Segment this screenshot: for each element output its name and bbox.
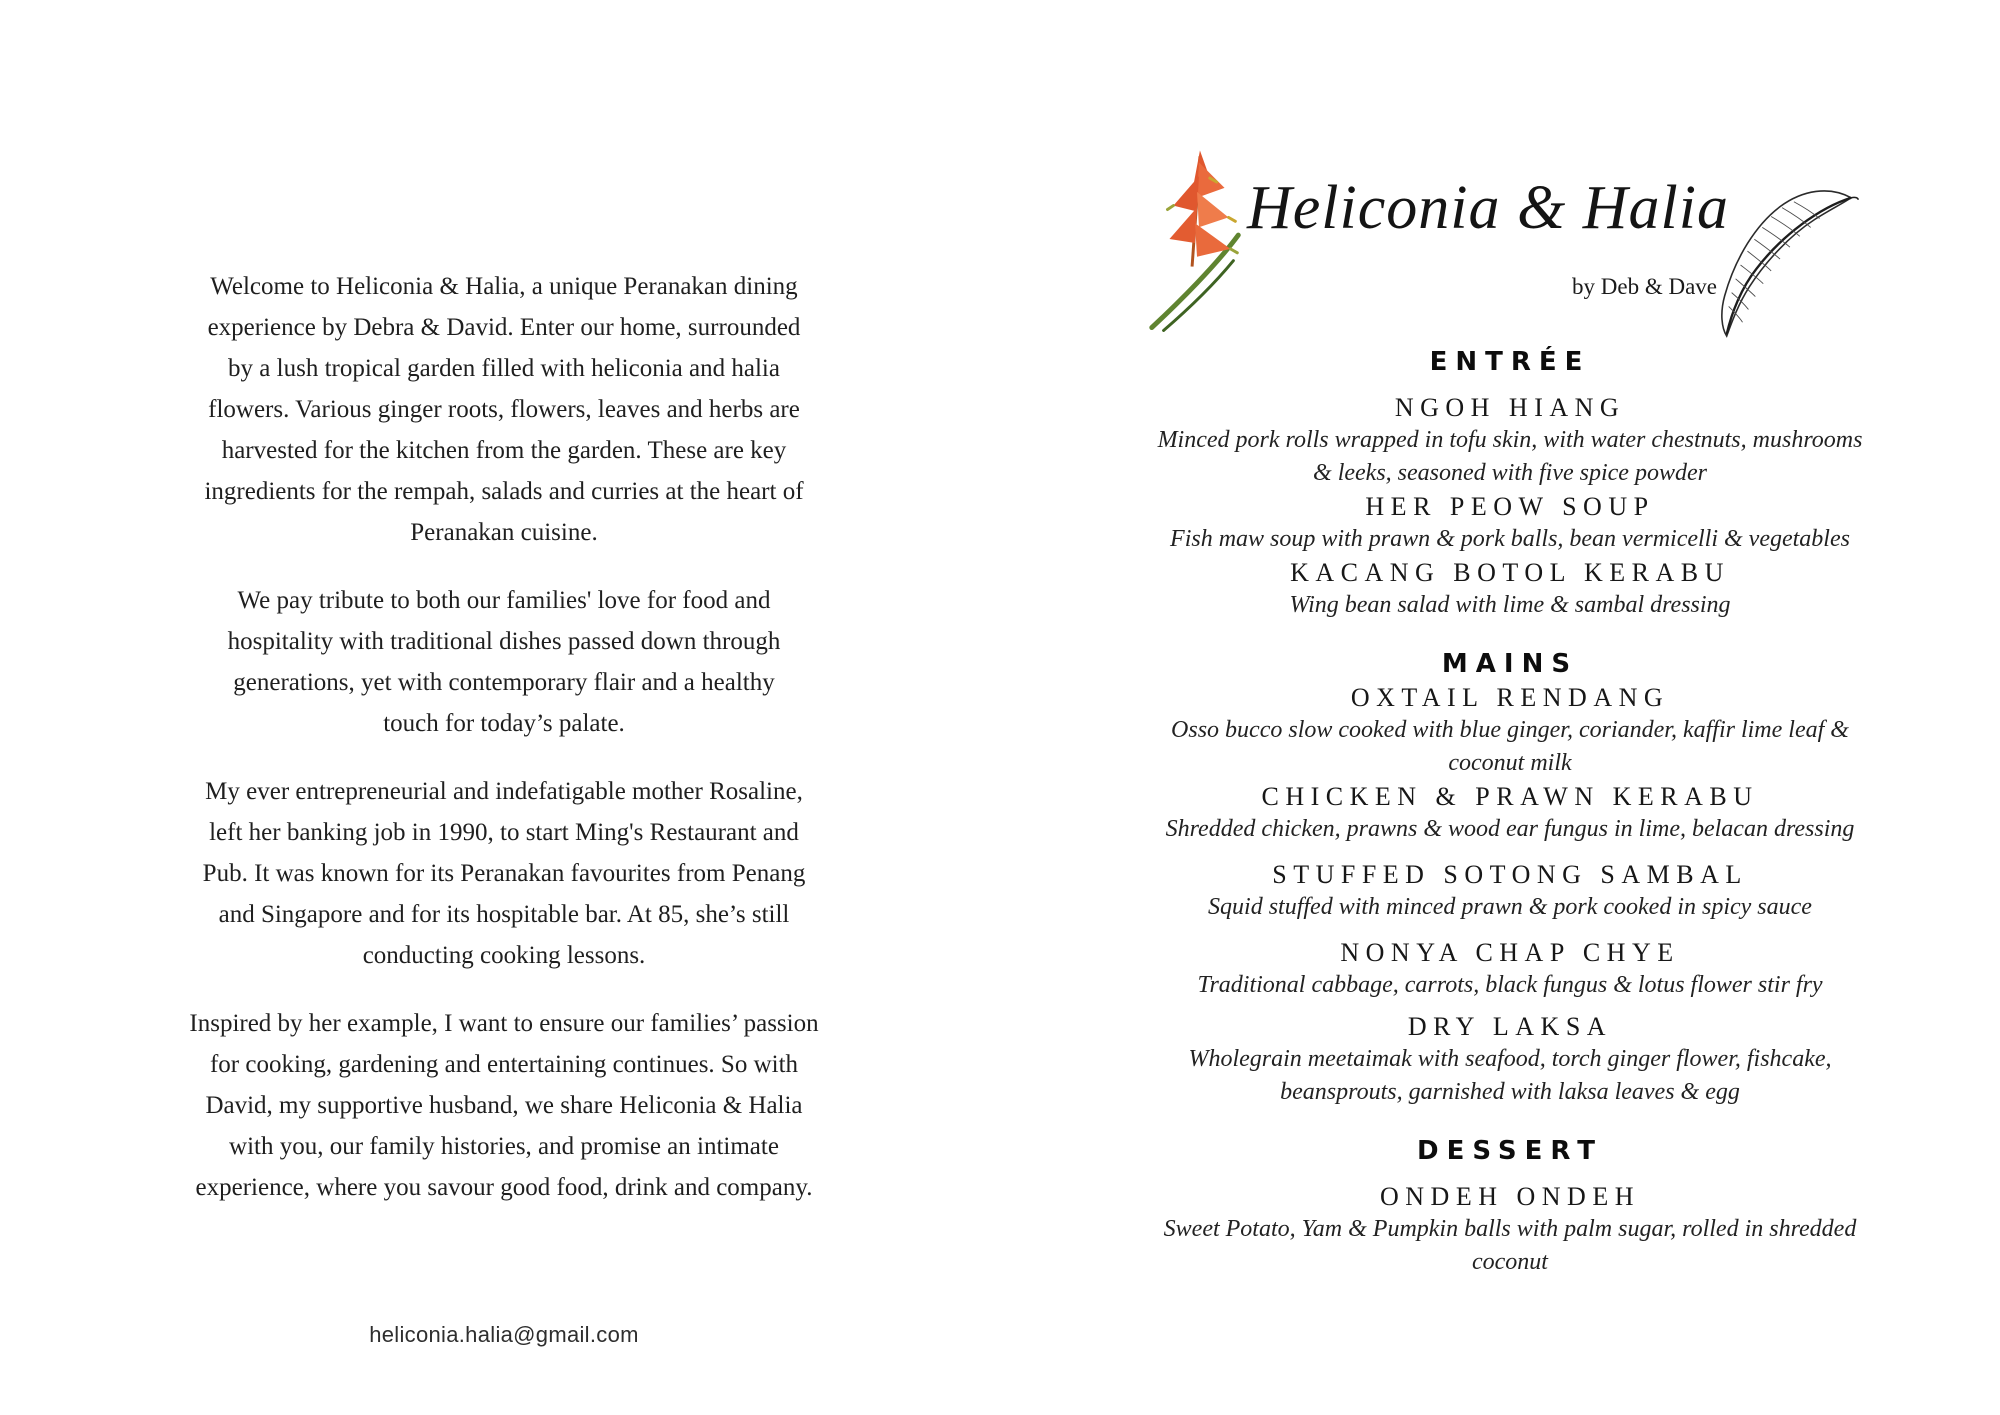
paragraph-line: left her banking job in 1990, to start Ming's Restaurant and [209, 819, 799, 846]
menu-section-entree [1060, 346, 1960, 622]
paragraph-line: flowers. Various ginger roots, flowers, leaves and herbs are [208, 396, 800, 423]
dish-description-line: Wholegrain meetaimak with seafood, torch ginger flower, fishcake, [1188, 1046, 1832, 1072]
dish-description-line: & leeks, seasoned with five spice powder [1313, 460, 1707, 486]
dish-description-line: beansprouts, garnished with laksa leaves & egg [1280, 1079, 1740, 1105]
inspiration-paragraph [134, 1003, 874, 1208]
dish-description-line: Fish maw soup with prawn & pork balls, bean vermicelli & vegetables [1170, 526, 1850, 552]
paragraph-line: David, my supportive husband, we share Heliconia & Halia [205, 1092, 803, 1119]
dish-description-line: Osso bucco slow cooked with blue ginger, coriander, kaffir lime leaf & [1171, 717, 1849, 743]
welcome-text-block [134, 266, 874, 1235]
dish-name: STUFFED SOTONG SAMBAL [1272, 860, 1748, 889]
section-heading: ENTRÉE [1429, 347, 1591, 377]
paragraph-line: hospitality with traditional dishes passed down through [227, 628, 781, 655]
paragraph-line: Inspired by her example, I want to ensure our families’ passion [189, 1010, 819, 1037]
dish-description-line: Wing bean salad with lime & sambal dressing [1289, 592, 1731, 618]
menu-section-dessert [1060, 1135, 1960, 1279]
paragraph-line: with you, our family histories, and promise an intimate [229, 1133, 779, 1160]
dish [1060, 681, 1960, 780]
section-heading: DESSERT [1417, 1136, 1603, 1166]
dish-name: OXTAIL RENDANG [1350, 683, 1670, 712]
dish [1060, 391, 1960, 490]
paragraph-line: My ever entrepreneurial and indefatigable mother Rosaline, [205, 778, 803, 805]
dish [1060, 1180, 1960, 1279]
menu-section-mains [1060, 648, 1960, 1109]
dish [1060, 1010, 1960, 1109]
paragraph-line: touch for today’s palate. [383, 710, 625, 737]
dish [1060, 858, 1960, 924]
paragraph-line: and Singapore and for its hospitable bar. At 85, she’s still [218, 901, 790, 928]
dish-name: HER PEOW SOUP [1365, 492, 1655, 521]
dish-name: NONYA CHAP CHYE [1340, 938, 1680, 967]
paragraph-line: experience by Debra & David. Enter our home, surrounded [207, 314, 801, 341]
tribute-paragraph [134, 580, 874, 744]
dish-description-line: coconut milk [1448, 750, 1572, 776]
menu [1060, 346, 1960, 1279]
dish-description-line: coconut [1472, 1249, 1548, 1275]
contact-email: heliconia.halia@gmail.com [369, 1322, 639, 1347]
page-subtitle: by Deb & Dave [1572, 274, 1717, 299]
dish-name: NGOH HIANG [1394, 393, 1626, 422]
paragraph-line: conducting cooking lessons. [362, 942, 646, 969]
paragraph-line: by a lush tropical garden filled with heliconia and halia [228, 355, 780, 382]
paragraph-line: Welcome to Heliconia & Halia, a unique Peranakan dining [210, 273, 798, 300]
paragraph-line: We pay tribute to both our families' love for food and [237, 587, 771, 614]
paragraph-line: ingredients for the rempah, salads and curries at the heart of [204, 478, 804, 505]
dish-name: ONDEH ONDEH [1380, 1182, 1640, 1211]
ginger-leaf-icon [1710, 178, 1860, 351]
dish-name: CHICKEN & PRAWN KERABU [1261, 782, 1759, 811]
paragraph-line: for cooking, gardening and entertaining continues. So with [209, 1051, 799, 1078]
paragraph-line: experience, where you savour good food, drink and company. [195, 1174, 813, 1201]
paragraph-line: generations, yet with contemporary flair and a healthy [233, 669, 775, 696]
dish-name: KACANG BOTOL KERABU [1290, 558, 1730, 587]
dish-description-line: Shredded chicken, prawns & wood ear fungus in lime, belacan dressing [1165, 816, 1855, 842]
dish [1060, 490, 1960, 556]
page-title: Heliconia & Halia [1247, 174, 1729, 242]
paragraph-line: Peranakan cuisine. [410, 519, 598, 546]
dish [1060, 556, 1960, 622]
paragraph-line: harvested for the kitchen from the garden. These are key [221, 437, 787, 464]
section-heading: MAINS [1441, 649, 1579, 679]
dish [1060, 936, 1960, 1002]
paragraph-line: Pub. It was known for its Peranakan favourites from Penang [202, 860, 806, 887]
mother-story-paragraph [134, 771, 874, 976]
dish [1060, 780, 1960, 846]
dish-description-line: Squid stuffed with minced prawn & pork cooked in spicy sauce [1208, 894, 1812, 920]
dish-description-line: Traditional cabbage, carrots, black fungus & lotus flower stir fry [1197, 972, 1823, 998]
dish-description-line: Minced pork rolls wrapped in tofu skin, with water chestnuts, mushrooms [1157, 427, 1863, 453]
dish-description-line: Sweet Potato, Yam & Pumpkin balls with palm sugar, rolled in shredded [1163, 1216, 1857, 1242]
dish-name: DRY LAKSA [1407, 1012, 1613, 1041]
welcome-paragraph [134, 266, 874, 553]
